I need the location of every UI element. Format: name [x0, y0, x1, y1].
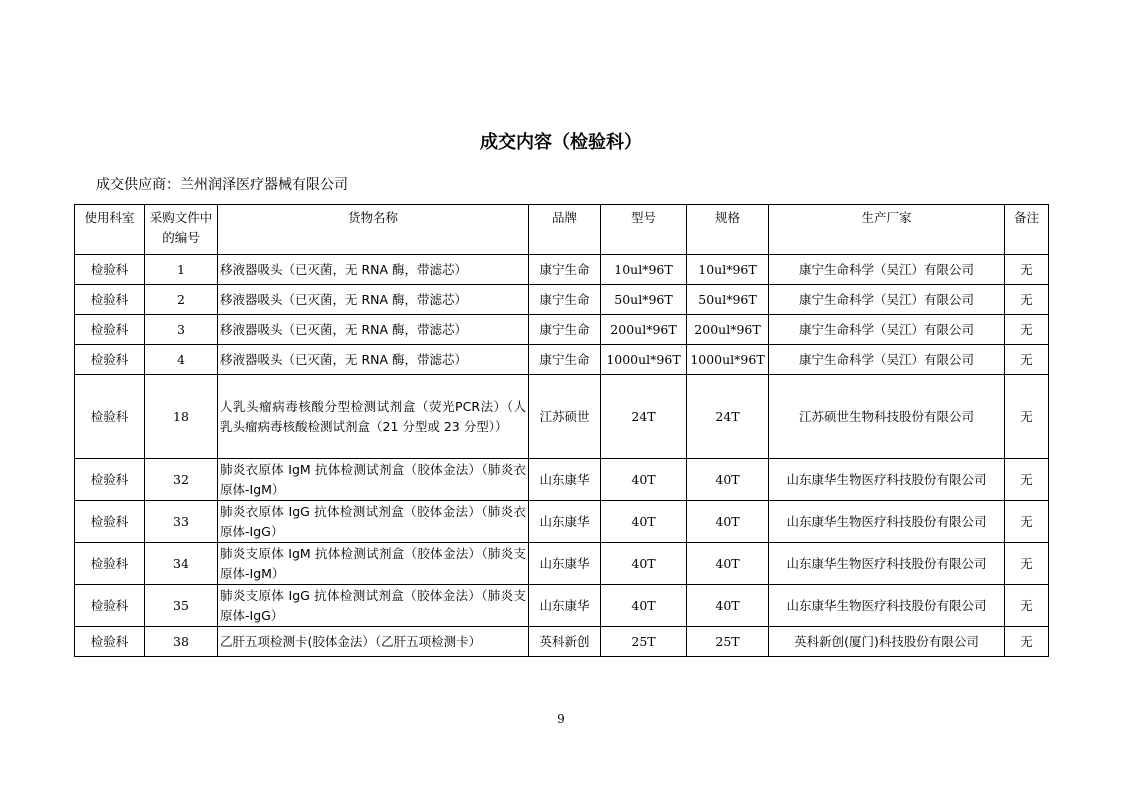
cell-dept: 检验科 [75, 459, 145, 501]
cell-spec: 40T [687, 501, 769, 543]
cell-dept: 检验科 [75, 501, 145, 543]
cell-brand: 山东康华 [529, 543, 601, 585]
cell-note: 无 [1005, 285, 1049, 315]
page-number: 9 [557, 712, 565, 726]
cell-dept: 检验科 [75, 375, 145, 459]
cell-note: 无 [1005, 585, 1049, 627]
cell-spec: 40T [687, 585, 769, 627]
header-model: 型号 [601, 205, 687, 255]
cell-dept: 检验科 [75, 285, 145, 315]
cell-note: 无 [1005, 345, 1049, 375]
cell-spec: 1000ul*96T [687, 345, 769, 375]
cell-spec: 10ul*96T [687, 255, 769, 285]
cell-goods-name: 肺炎衣原体 IgM 抗体检测试剂盒（胶体金法）（肺炎衣原体-IgM） [218, 459, 529, 501]
cell-maker: 康宁生命科学（吴江）有限公司 [769, 345, 1005, 375]
cell-model: 40T [601, 501, 687, 543]
table-row [75, 255, 1049, 285]
table-row [75, 543, 1049, 585]
cell-file-no: 18 [145, 375, 218, 459]
cell-model: 50ul*96T [601, 285, 687, 315]
table-row [75, 585, 1049, 627]
cell-maker: 江苏硕世生物科技股份有限公司 [769, 375, 1005, 459]
cell-dept: 检验科 [75, 255, 145, 285]
cell-file-no: 4 [145, 345, 218, 375]
cell-file-no: 34 [145, 543, 218, 585]
cell-goods-name: 乙肝五项检测卡(胶体金法）（乙肝五项检测卡） [218, 627, 529, 657]
cell-maker: 康宁生命科学（吴江）有限公司 [769, 255, 1005, 285]
cell-file-no: 32 [145, 459, 218, 501]
cell-dept: 检验科 [75, 543, 145, 585]
page-title: 成交内容（检验科） [480, 132, 642, 153]
cell-spec: 24T [687, 375, 769, 459]
cell-note: 无 [1005, 255, 1049, 285]
cell-model: 40T [601, 459, 687, 501]
cell-goods-name: 移液器吸头（已灭菌，无 RNA 酶，带滤芯） [218, 285, 529, 315]
cell-model: 40T [601, 543, 687, 585]
cell-file-no: 2 [145, 285, 218, 315]
cell-maker: 英科新创(厦门)科技股份有限公司 [769, 627, 1005, 657]
cell-maker: 山东康华生物医疗科技股份有限公司 [769, 501, 1005, 543]
cell-dept: 检验科 [75, 345, 145, 375]
supplier-line: 成交供应商：兰州润泽医疗器械有限公司 [96, 177, 348, 193]
cell-brand: 康宁生命 [529, 315, 601, 345]
cell-goods-name: 肺炎支原体 IgM 抗体检测试剂盒（胶体金法）（肺炎支原体-IgM） [218, 543, 529, 585]
table-row [75, 315, 1049, 345]
cell-brand: 康宁生命 [529, 285, 601, 315]
cell-goods-name: 肺炎衣原体 IgG 抗体检测试剂盒（胶体金法）（肺炎衣原体-IgG） [218, 501, 529, 543]
cell-goods-name: 移液器吸头（已灭菌，无 RNA 酶，带滤芯） [218, 315, 529, 345]
table-row [75, 345, 1049, 375]
cell-maker: 山东康华生物医疗科技股份有限公司 [769, 585, 1005, 627]
cell-spec: 200ul*96T [687, 315, 769, 345]
cell-spec: 40T [687, 543, 769, 585]
cell-file-no: 1 [145, 255, 218, 285]
cell-spec: 25T [687, 627, 769, 657]
deal-content-table [74, 204, 1049, 657]
cell-goods-name: 人乳头瘤病毒核酸分型检测试剂盒（荧光PCR法）（人乳头瘤病毒核酸检测试剂盒（21 分型或 23 分型）） [218, 375, 529, 459]
cell-model: 10ul*96T [601, 255, 687, 285]
cell-maker: 康宁生命科学（吴江）有限公司 [769, 285, 1005, 315]
table-row [75, 285, 1049, 315]
cell-file-no: 33 [145, 501, 218, 543]
cell-note: 无 [1005, 501, 1049, 543]
table-row [75, 627, 1049, 657]
header-dept: 使用科室 [75, 205, 145, 255]
cell-note: 无 [1005, 315, 1049, 345]
cell-dept: 检验科 [75, 585, 145, 627]
header-note: 备注 [1005, 205, 1049, 255]
cell-brand: 康宁生命 [529, 255, 601, 285]
cell-model: 1000ul*96T [601, 345, 687, 375]
header-goods-name: 货物名称 [218, 205, 529, 255]
table-row [75, 501, 1049, 543]
cell-model: 200ul*96T [601, 315, 687, 345]
cell-file-no: 38 [145, 627, 218, 657]
cell-brand: 山东康华 [529, 585, 601, 627]
cell-brand: 英科新创 [529, 627, 601, 657]
cell-brand: 康宁生命 [529, 345, 601, 375]
header-brand: 品牌 [529, 205, 601, 255]
table-header-row [75, 205, 1049, 255]
header-file-no: 采购文件中的编号 [145, 205, 218, 255]
cell-goods-name: 移液器吸头（已灭菌，无 RNA 酶，带滤芯） [218, 255, 529, 285]
cell-maker: 山东康华生物医疗科技股份有限公司 [769, 543, 1005, 585]
cell-maker: 康宁生命科学（吴江）有限公司 [769, 315, 1005, 345]
cell-spec: 40T [687, 459, 769, 501]
header-spec: 规格 [687, 205, 769, 255]
cell-model: 25T [601, 627, 687, 657]
cell-model: 40T [601, 585, 687, 627]
header-maker: 生产厂家 [769, 205, 1005, 255]
cell-file-no: 3 [145, 315, 218, 345]
cell-goods-name: 肺炎支原体 IgG 抗体检测试剂盒（胶体金法）（肺炎支原体-IgG） [218, 585, 529, 627]
cell-maker: 山东康华生物医疗科技股份有限公司 [769, 459, 1005, 501]
table-row [75, 459, 1049, 501]
cell-brand: 山东康华 [529, 459, 601, 501]
cell-note: 无 [1005, 375, 1049, 459]
cell-note: 无 [1005, 543, 1049, 585]
cell-model: 24T [601, 375, 687, 459]
cell-goods-name: 移液器吸头（已灭菌，无 RNA 酶，带滤芯） [218, 345, 529, 375]
cell-dept: 检验科 [75, 627, 145, 657]
cell-spec: 50ul*96T [687, 285, 769, 315]
cell-file-no: 35 [145, 585, 218, 627]
cell-dept: 检验科 [75, 315, 145, 345]
cell-note: 无 [1005, 459, 1049, 501]
cell-note: 无 [1005, 627, 1049, 657]
cell-brand: 山东康华 [529, 501, 601, 543]
table-row [75, 375, 1049, 459]
cell-brand: 江苏硕世 [529, 375, 601, 459]
